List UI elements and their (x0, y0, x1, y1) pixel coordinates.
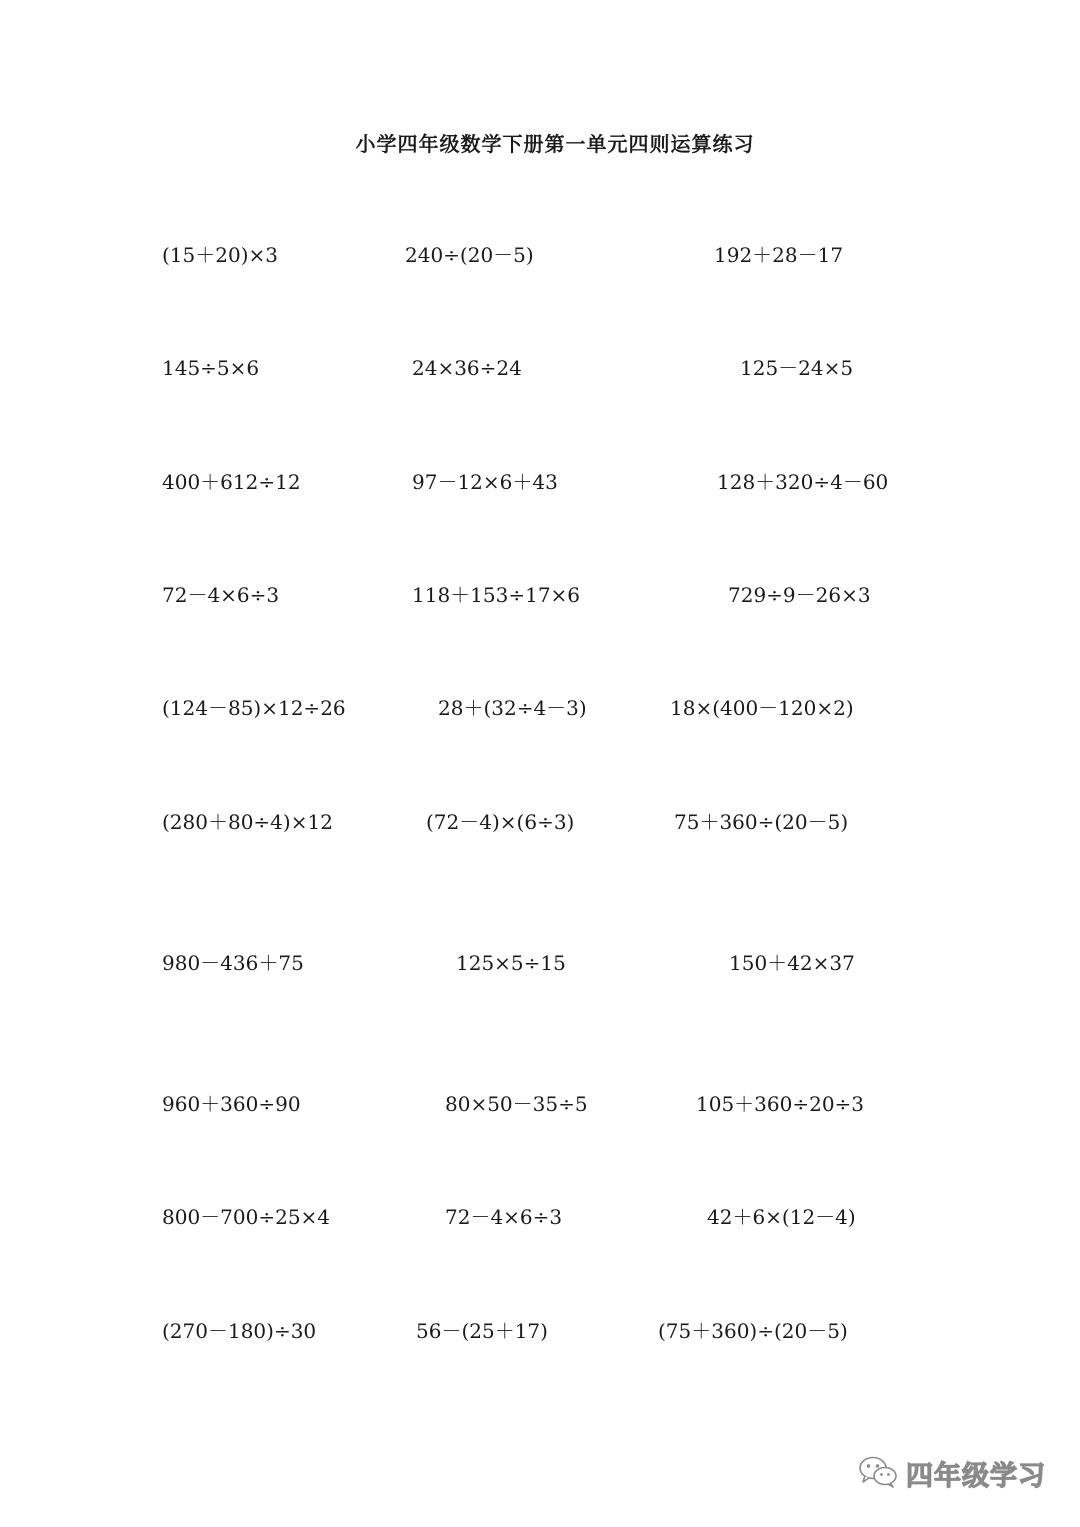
problem-r5-c3: 18×(400－120×2) (670, 696, 854, 720)
problem-r1-c3: 192＋28－17 (714, 243, 844, 267)
problem-r6-c3: 75＋360÷(20－5) (674, 810, 849, 834)
wechat-icon (858, 1455, 898, 1493)
problem-r7-c2: 125×5÷15 (456, 951, 566, 975)
page-title: 小学四年级数学下册第一单元四则运算练习 (355, 132, 755, 156)
problem-r3-c2: 97－12×6＋43 (412, 470, 558, 494)
problem-r7-c3: 150＋42×37 (729, 951, 855, 975)
problem-r4-c2: 118＋153÷17×6 (412, 583, 581, 607)
problem-r2-c1: 145÷5×6 (162, 356, 260, 380)
problem-r1-c2: 240÷(20－5) (405, 243, 534, 267)
problem-r8-c1: 960＋360÷90 (162, 1092, 301, 1116)
problem-r3-c3: 128＋320÷4－60 (717, 470, 889, 494)
problem-r9-c2: 72－4×6÷3 (445, 1205, 563, 1229)
problem-r9-c3: 42＋6×(12－4) (707, 1205, 856, 1229)
problem-r9-c1: 800－700÷25×4 (162, 1205, 331, 1229)
problem-r8-c3: 105＋360÷20÷3 (696, 1092, 865, 1116)
problem-r4-c3: 729÷9－26×3 (728, 583, 871, 607)
problem-r8-c2: 80×50－35÷5 (445, 1092, 588, 1116)
problem-r5-c2: 28＋(32÷4－3) (438, 696, 587, 720)
problem-r2-c2: 24×36÷24 (412, 356, 522, 380)
problem-r5-c1: (124－85)×12÷26 (162, 696, 346, 720)
problem-r10-c2: 56－(25＋17) (416, 1319, 548, 1343)
problem-r3-c1: 400＋612÷12 (162, 470, 301, 494)
watermark (858, 1454, 1046, 1493)
problem-r6-c1: (280＋80÷4)×12 (162, 810, 333, 834)
problem-r10-c1: (270－180)÷30 (162, 1319, 317, 1343)
problem-r7-c1: 980－436＋75 (162, 951, 304, 975)
problem-r10-c3: (75＋360)÷(20－5) (658, 1319, 848, 1343)
watermark-text: 四年级学习 (906, 1461, 1046, 1492)
problem-r4-c1: 72－4×6÷3 (162, 583, 280, 607)
problem-r1-c1: (15＋20)×3 (162, 243, 278, 267)
problem-r2-c3: 125－24×5 (740, 356, 854, 380)
problem-r6-c2: (72－4)×(6÷3) (426, 810, 575, 834)
